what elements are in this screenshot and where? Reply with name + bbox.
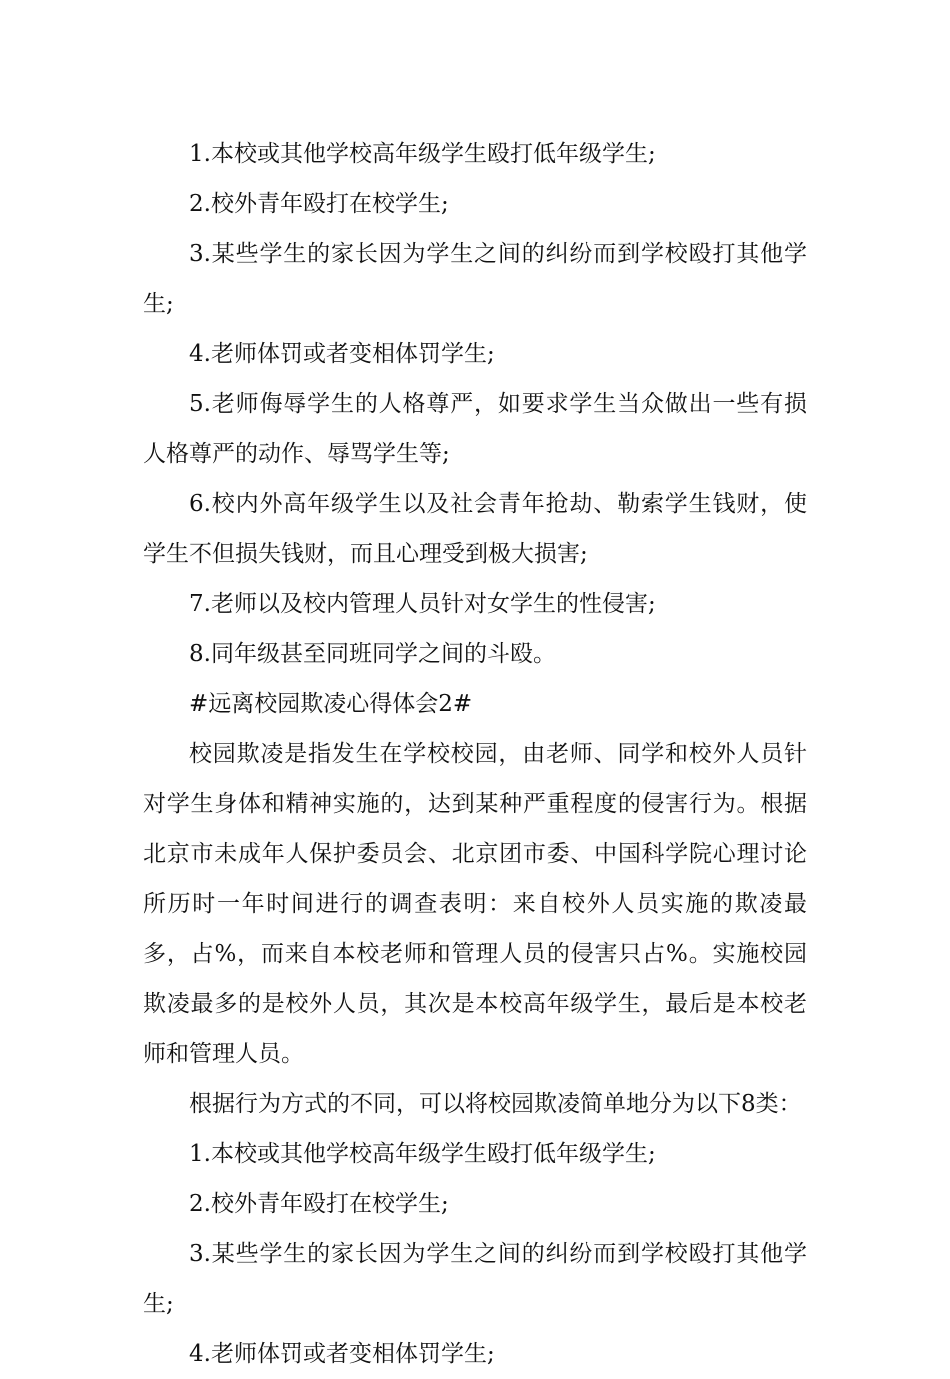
document-body	[143, 129, 807, 1379]
paragraph-item-1-repeat: 1.本校或其他学校高年级学生殴打低年级学生;	[189, 1141, 656, 1167]
paragraph-item-5: 5.老师侮辱学生的人格尊严，如要求学生当众做出一些有损人格尊严的动作、辱骂学生等;	[143, 391, 807, 467]
body-paragraph-classification: 根据行为方式的不同，可以将校园欺凌简单地分为以下8类：	[189, 1091, 802, 1117]
paragraph-item-4: 4.老师体罚或者变相体罚学生;	[189, 341, 495, 367]
paragraph-item-7: 7.老师以及校内管理人员针对女学生的性侵害;	[189, 591, 656, 617]
paragraph-item-4-repeat: 4.老师体罚或者变相体罚学生;	[189, 1341, 495, 1367]
paragraph-item-2-repeat: 2.校外青年殴打在校学生;	[189, 1191, 449, 1217]
paragraph-item-2: 2.校外青年殴打在校学生;	[189, 191, 449, 217]
paragraph-item-3-repeat: 3.某些学生的家长因为学生之间的纠纷而到学校殴打其他学生;	[143, 1241, 807, 1317]
paragraph-item-6: 6.校内外高年级学生以及社会青年抢劫、勒索学生钱财，使学生不但损失钱财，而且心理受到极大损害;	[143, 491, 807, 567]
paragraph-item-3: 3.某些学生的家长因为学生之间的纠纷而到学校殴打其他学生;	[143, 241, 807, 317]
paragraph-item-1: 1.本校或其他学校高年级学生殴打低年级学生;	[189, 141, 656, 167]
paragraph-item-8: 8.同年级甚至同班同学之间的斗殴。	[189, 641, 556, 667]
section-heading: #远离校园欺凌心得体会2#	[189, 691, 473, 717]
body-paragraph-definition: 校园欺凌是指发生在学校校园，由老师、同学和校外人员针对学生身体和精神实施的，达到某种严重程度的侵害行为。根据北京市未成年人保护委员会、北京团市委、中国科学院心理讨论所历时一年时间进行的调查表明：来自校外人员实施的欺凌最多，占%，而来自本校老师和管理人员的侵害只占%。实施校园欺凌最多的是校外人员，其次是本校高年级学生，最后是本校老师和管理人员。	[143, 741, 807, 1067]
